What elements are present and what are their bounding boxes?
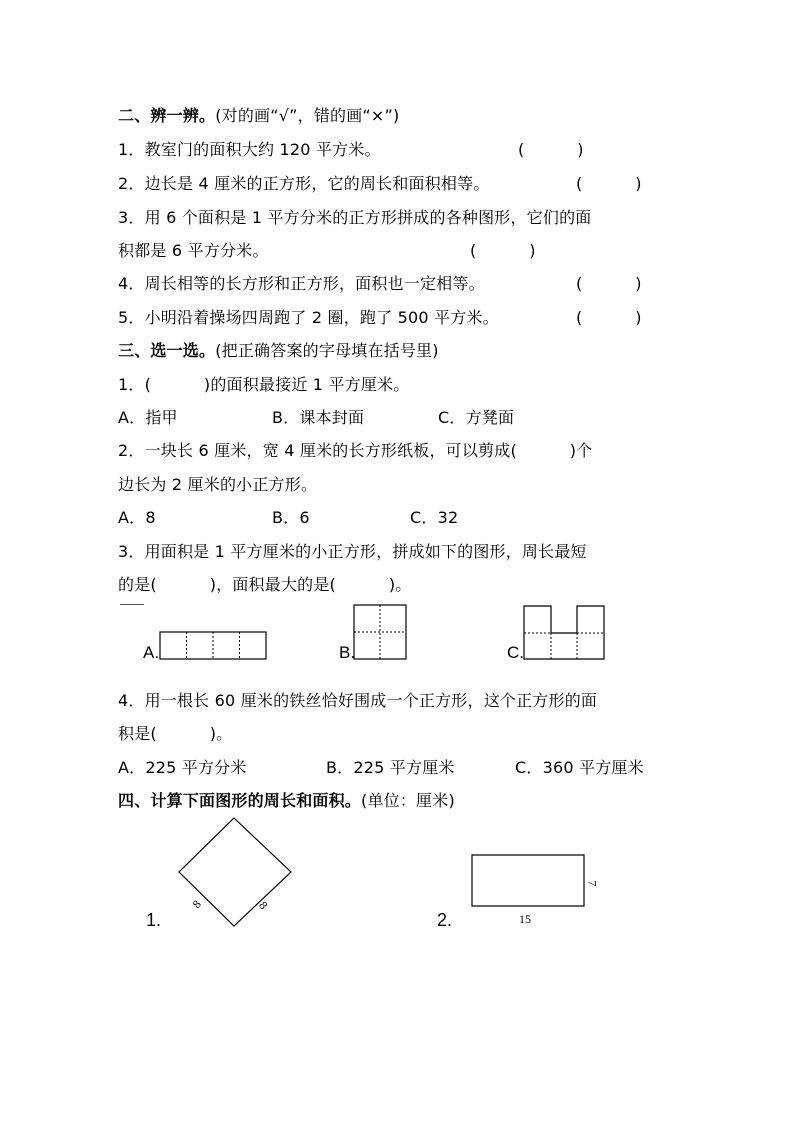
figure-2-label: 2. <box>437 910 453 930</box>
question-3-1: 1．( )的面积最接近 1 平方厘米。 <box>118 375 410 394</box>
section3-instruction: (把正确答案的字母填在括号里) <box>215 341 439 360</box>
section2-item-5: 5．小明沿着操场四周跑了 2 圈，跑了 500 平方米。 <box>118 308 499 327</box>
section3-heading <box>118 340 439 362</box>
figure-a-grid <box>158 630 270 662</box>
section2-item-3: 3．用 6 个面积是 1 平方分米的正方形拼成的各种图形，它们的面 <box>118 208 592 227</box>
question-3-4-line1: 4．用一根长 60 厘米的铁丝恰好围成一个正方形，这个正方形的面 <box>118 691 598 710</box>
section2-item-4: 4．周长相等的长方形和正方形，面积也一定相等。 <box>118 274 485 293</box>
option-3-1-c[interactable]: C．方凳面 <box>438 408 515 427</box>
question-3-4-line2: 积是( )。 <box>118 724 233 743</box>
option-3-4-c[interactable]: C．360 平方厘米 <box>515 758 644 777</box>
figure-2-width: 7 <box>585 880 600 887</box>
figure-c-label: C. <box>507 643 524 662</box>
question-3-3-line1: 3．用面积是 1 平方厘米的小正方形，拼成如下的图形，周长最短 <box>118 542 587 561</box>
option-3-2-b[interactable]: B．6 <box>272 508 310 527</box>
figure-1-side-a: 8 <box>189 897 204 911</box>
figure-1-diamond <box>175 814 299 930</box>
answer-paren-2-3[interactable]: ( ) <box>470 241 536 260</box>
figure-2-length: 15 <box>519 912 531 926</box>
option-3-1-b[interactable]: B．课本封面 <box>272 408 365 427</box>
option-3-2-c[interactable]: C．32 <box>410 508 459 527</box>
figure-b-label: B. <box>339 643 356 662</box>
section4-heading <box>118 790 455 812</box>
section2-heading <box>118 105 399 127</box>
option-3-4-a[interactable]: A．225 平方分米 <box>118 758 247 777</box>
figure-1-label: 1. <box>146 910 162 930</box>
figure-b-grid <box>352 603 410 661</box>
question-3-3-line2: 的是( )，面积最大的是( )。 <box>118 575 412 594</box>
answer-paren-2-2[interactable]: ( ) <box>576 174 642 193</box>
answer-paren-2-5[interactable]: ( ) <box>576 308 642 327</box>
option-3-1-a[interactable]: A．指甲 <box>118 408 178 427</box>
section2-instruction: (对的画“√”，错的画“×”) <box>215 106 400 125</box>
answer-paren-2-1[interactable]: ( ) <box>518 140 584 159</box>
figure-2-rectangle <box>470 853 588 909</box>
section3-title: 三、选一选。 <box>118 341 216 360</box>
section2-item-2: 2．边长是 4 厘米的正方形，它的周长和面积相等。 <box>118 174 490 193</box>
stray-mark <box>120 604 144 605</box>
section4-unit: (单位：厘米) <box>361 791 455 810</box>
figure-1-side-b: 8 <box>256 898 271 912</box>
option-3-2-a[interactable]: A．8 <box>118 508 156 527</box>
section2-item-3-cont: 积都是 6 平方分米。 <box>118 241 269 260</box>
section2-item-1: 1．教室门的面积大约 120 平方米。 <box>118 140 381 159</box>
question-3-2-line2: 边长为 2 厘米的小正方形。 <box>118 475 318 494</box>
section4-title: 四、计算下面图形的周长和面积。 <box>118 791 362 810</box>
question-3-2-line1: 2．一块长 6 厘米，宽 4 厘米的长方形纸板，可以剪成( )个 <box>118 441 593 460</box>
answer-paren-2-4[interactable]: ( ) <box>576 274 642 293</box>
figure-c-grid <box>521 603 607 661</box>
section2-title: 二、辨一辨。 <box>118 106 216 125</box>
figure-a-label: A. <box>143 643 160 662</box>
option-3-4-b[interactable]: B．225 平方厘米 <box>326 758 455 777</box>
